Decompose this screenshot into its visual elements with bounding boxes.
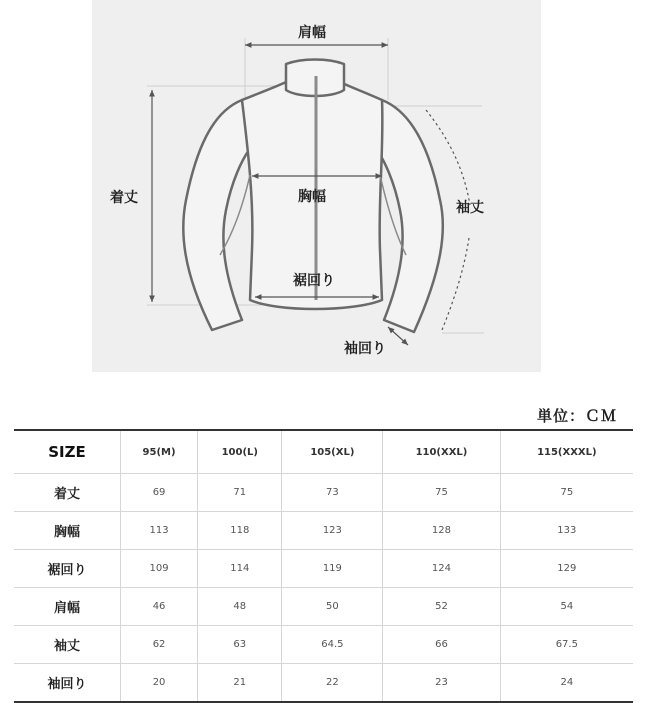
table-cell: 66 — [383, 626, 500, 664]
table-row — [14, 626, 633, 664]
table-cell: 67.5 — [500, 626, 633, 664]
table-cell: 114 — [198, 550, 282, 588]
table-cell: 24 — [560, 677, 574, 688]
table-cell: 75 — [383, 474, 500, 512]
size-column-header: 100(L) — [198, 430, 282, 474]
table-cell: 109 — [121, 550, 198, 588]
row-label: 裾回り — [14, 550, 121, 588]
table-cell: 20 — [121, 664, 198, 703]
size-header: SIZE — [14, 430, 121, 474]
table-cell: 133 — [500, 512, 633, 550]
hem-circumference-label: 裾回り — [293, 273, 335, 289]
jacket-size-diagram — [92, 0, 541, 372]
row-label: 肩幅 — [14, 588, 121, 626]
table-cell: 48 — [198, 588, 282, 626]
row-label: 袖回り — [14, 664, 121, 703]
table-header-row — [14, 430, 633, 474]
table-cell: 52 — [383, 588, 500, 626]
table-cell: 124 — [383, 550, 500, 588]
table-cell: 119 — [282, 550, 383, 588]
table-row — [14, 474, 633, 512]
table-cell: 62 — [121, 626, 198, 664]
table-cell: 46 — [121, 588, 198, 626]
table-cell: 75 — [500, 474, 633, 512]
cuff-circumference-label: 袖回り — [344, 341, 386, 357]
size-column-header: 115(XXXL) — [500, 430, 633, 474]
row-label: 着丈 — [14, 474, 121, 512]
table-cell: 73 — [282, 474, 383, 512]
table-cell: 64.5 — [282, 626, 383, 664]
sleeve-length-label: 袖丈 — [456, 200, 484, 216]
table-cell: 129 — [500, 550, 633, 588]
size-table — [14, 429, 633, 703]
table-row — [14, 588, 633, 626]
table-cell: 128 — [383, 512, 500, 550]
size-column-header: 95(M) — [121, 430, 198, 474]
size-column-header: 105(XL) — [282, 430, 383, 474]
shoulder-width-label: 肩幅 — [298, 25, 326, 41]
table-cell: 63 — [198, 626, 282, 664]
table-row — [14, 664, 633, 703]
table-cell: 23 — [383, 664, 500, 703]
row-label: 袖丈 — [14, 626, 121, 664]
table-row — [14, 512, 633, 550]
table-cell: 54 — [500, 588, 633, 626]
row-label: 胸幅 — [14, 512, 121, 550]
table-cell: 123 — [282, 512, 383, 550]
table-cell: 118 — [198, 512, 282, 550]
table-cell: 71 — [198, 474, 282, 512]
size-column-header: 110(XXL) — [383, 430, 500, 474]
table-cell: 113 — [121, 512, 198, 550]
table-cell: 50 — [282, 588, 383, 626]
table-cell: 22 — [282, 664, 383, 703]
table-cell: 21 — [198, 664, 282, 703]
chest-width-label: 胸幅 — [298, 189, 326, 205]
body-length-label: 着丈 — [110, 190, 138, 206]
unit-label: 単位：ＣＭ — [536, 407, 617, 425]
table-row — [14, 550, 633, 588]
table-cell: 69 — [121, 474, 198, 512]
